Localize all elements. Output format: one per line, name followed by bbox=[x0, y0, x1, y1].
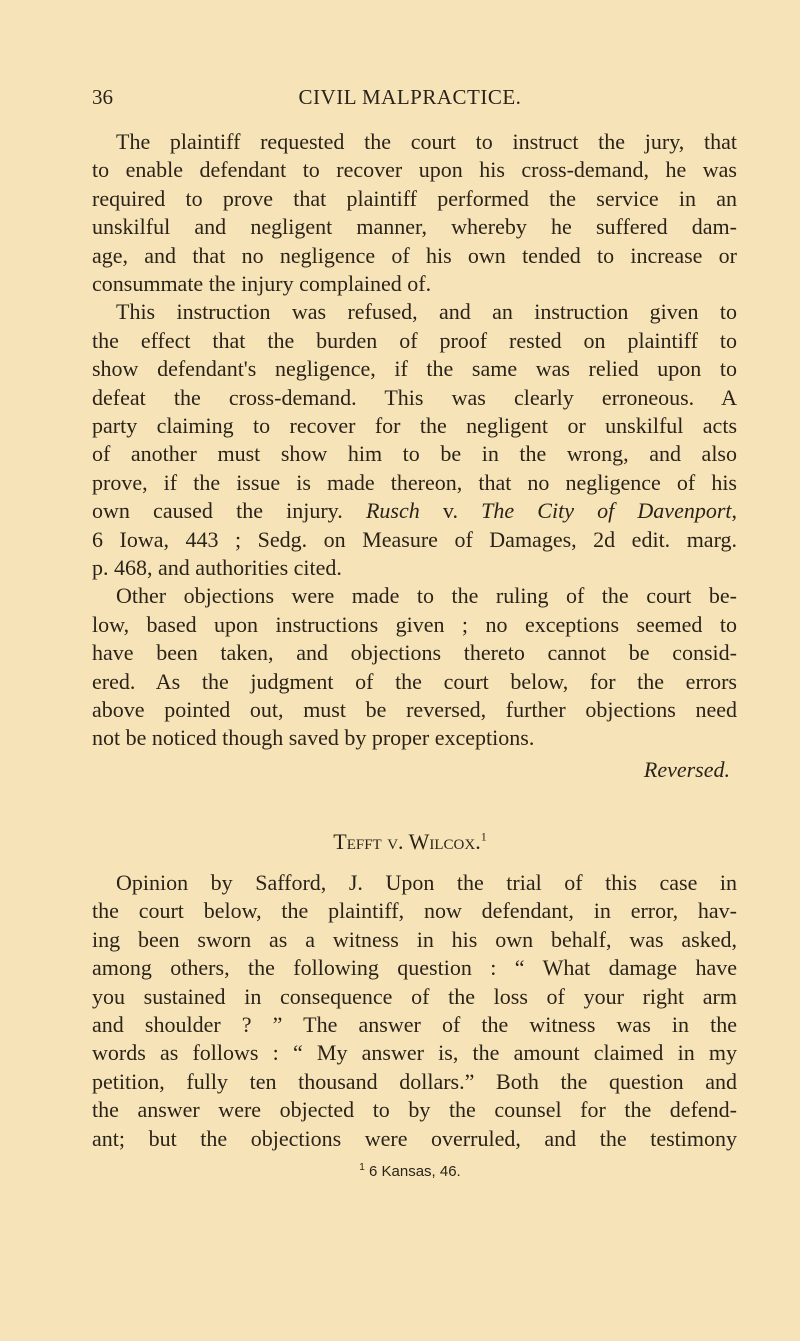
text-line bbox=[92, 526, 737, 554]
text-segment: unskilful and negligent manner, whereby he suffered dam- bbox=[92, 214, 737, 240]
text-segment: 6 Iowa, 443 ; Sedg. on Measure of Damages, 2d edit. marg. bbox=[92, 526, 737, 552]
case-citation-italic: Rusch bbox=[365, 498, 420, 524]
text-segment: not be noticed though saved by proper exceptions. bbox=[92, 725, 535, 751]
footnote-text: 6 Kansas, 46. bbox=[369, 1163, 461, 1180]
text-segment: , bbox=[731, 498, 738, 524]
text-line bbox=[92, 1011, 737, 1039]
text-segment: The plaintiff requested the court to instruct the jury, that bbox=[116, 129, 737, 154]
text-line bbox=[92, 983, 737, 1011]
text-segment: have been taken, and objections thereto cannot be consid- bbox=[92, 640, 737, 666]
case-citation-italic: The City of Davenport bbox=[481, 498, 732, 524]
text-segment: to enable defendant to recover upon his cross-demand, he was bbox=[92, 157, 737, 183]
text-line bbox=[92, 242, 737, 270]
text-line bbox=[92, 1096, 737, 1124]
text-segment: low, based upon instructions given ; no exceptions seemed to bbox=[92, 611, 737, 637]
text-line bbox=[92, 1125, 737, 1153]
text-segment: prove, if the issue is made thereon, that no negligence of his bbox=[92, 469, 737, 495]
case-title bbox=[0, 828, 800, 856]
text-line bbox=[92, 440, 737, 468]
text-segment: above pointed out, must be reversed, further objections need bbox=[92, 697, 737, 722]
case-title-text: Tefft v. Wilcox. bbox=[333, 829, 481, 854]
page-number: 36 bbox=[92, 85, 113, 109]
text-segment: Other objections were made to the ruling of the court be- bbox=[116, 583, 737, 609]
text-segment: age, and that no negligence of his own tended to increase or bbox=[92, 242, 737, 268]
text-segment: consummate the injury complained of. bbox=[92, 271, 432, 296]
text-segment: party claiming to recover for the negligent or unskilful acts bbox=[92, 413, 737, 438]
text-segment: petition, fully ten thousand dollars.” Both the question and bbox=[92, 1068, 737, 1094]
text-line bbox=[92, 954, 737, 982]
text-line bbox=[116, 298, 737, 326]
footnote-mark: 1 bbox=[480, 829, 487, 844]
text-line bbox=[92, 897, 737, 925]
text-line bbox=[92, 384, 737, 412]
text-line bbox=[92, 639, 737, 667]
text-line bbox=[92, 926, 737, 954]
running-title: CIVIL MALPRACTICE. bbox=[298, 85, 522, 109]
text-segment: required to prove that plaintiff performed the service in an bbox=[92, 185, 737, 211]
text-line bbox=[92, 724, 737, 752]
text-segment: p. 468, and authorities cited. bbox=[92, 555, 342, 580]
text-line bbox=[92, 327, 737, 355]
text-segment: This instruction was refused, and an instruction given to bbox=[116, 299, 737, 325]
text-segment: you sustained in consequence of the loss of your right arm bbox=[92, 983, 737, 1009]
text-segment: ing been sworn as a witness in his own behalf, was asked, bbox=[92, 926, 737, 952]
text-segment: Opinion by Safford, J. Upon the trial of this case in bbox=[116, 870, 737, 895]
text-line bbox=[92, 412, 737, 440]
text-segment: among others, the following question : “ What damage have bbox=[92, 955, 737, 981]
text-segment: show defendant's negligence, if the same was relied upon to bbox=[92, 356, 737, 382]
text-segment: and shoulder ? ” The answer of the witness was in the bbox=[92, 1012, 737, 1037]
text-line bbox=[92, 668, 737, 696]
text-line bbox=[92, 554, 737, 582]
text-line bbox=[92, 185, 737, 213]
text-line bbox=[116, 869, 737, 897]
text-line bbox=[92, 213, 737, 241]
text-line bbox=[92, 1068, 737, 1096]
text-line bbox=[92, 270, 737, 298]
text-segment: the effect that the burden of proof rested on plaintiff to bbox=[92, 327, 737, 353]
text-line bbox=[92, 696, 737, 724]
text-segment: ered. As the judgment of the court below, for the errors bbox=[92, 668, 737, 694]
text-line bbox=[92, 611, 737, 639]
text-segment: words as follows : “ My answer is, the amount claimed in my bbox=[92, 1040, 737, 1066]
text-line bbox=[92, 156, 737, 184]
text-segment: the answer were objected to by the counsel for the defend- bbox=[92, 1097, 737, 1123]
text-line bbox=[92, 469, 737, 497]
footnote bbox=[0, 1162, 800, 1182]
text-line bbox=[116, 128, 737, 156]
disposition: Reversed. bbox=[643, 757, 730, 782]
text-segment: of another must show him to be in the wrong, and also bbox=[92, 441, 737, 467]
text-segment: v. bbox=[419, 498, 482, 524]
text-segment: defeat the cross-demand. This was clearly erroneous. A bbox=[92, 384, 737, 410]
footnote-number: 1 bbox=[359, 1162, 365, 1173]
text-line bbox=[92, 1039, 737, 1067]
text-line bbox=[92, 497, 737, 525]
text-line bbox=[116, 582, 737, 610]
text-line bbox=[92, 355, 737, 383]
text-segment: own caused the injury. bbox=[92, 498, 366, 524]
text-segment: ant; but the objections were overruled, and the testimony bbox=[92, 1125, 737, 1151]
text-segment: the court below, the plaintiff, now defendant, in error, hav- bbox=[92, 898, 737, 924]
